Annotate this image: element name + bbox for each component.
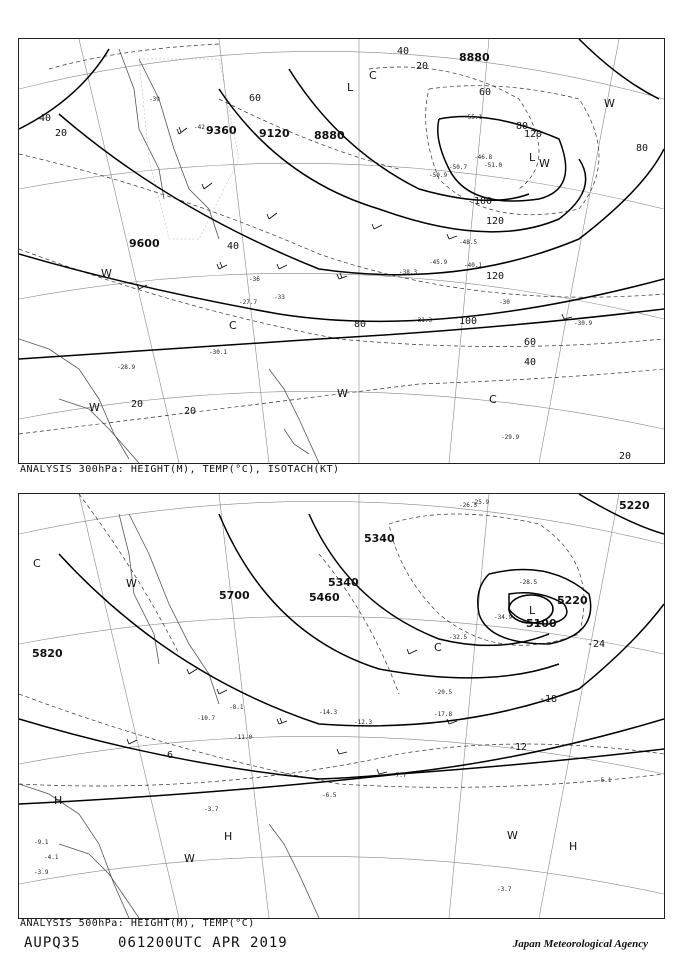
- svg-text:-33: -33: [274, 294, 285, 301]
- svg-text:120: 120: [524, 129, 543, 140]
- caption-500hpa: ANALYSIS 500hPa: HEIGHT(M), TEMP(°C): [20, 918, 255, 929]
- svg-text:-34.9: -34.9: [494, 614, 513, 621]
- svg-text:W: W: [126, 577, 137, 590]
- coastlines-500: [19, 514, 319, 918]
- svg-text:L: L: [347, 81, 354, 94]
- svg-text:H: H: [54, 794, 63, 807]
- svg-text:60: 60: [479, 87, 492, 98]
- agency-name: Japan Meteorological Agency: [512, 938, 648, 950]
- system-labels-500: [33, 557, 577, 865]
- hatch-area-300: [139, 59, 239, 239]
- graticule-500: [19, 494, 664, 918]
- bulletin-header: [24, 935, 316, 951]
- svg-text:-48.5: -48.5: [459, 239, 478, 246]
- chart-500hpa: [18, 493, 665, 919]
- svg-text:-12.3: -12.3: [354, 719, 373, 726]
- svg-text:-25.9: -25.9: [471, 499, 490, 506]
- svg-text:5820: 5820: [32, 647, 63, 660]
- bulletin-datetime: 061200UTC APR 2019: [118, 935, 288, 951]
- svg-text:5340: 5340: [328, 576, 359, 589]
- svg-text:-20.5: -20.5: [434, 689, 453, 696]
- svg-text:-3.7: -3.7: [204, 806, 219, 813]
- svg-text:80: 80: [636, 143, 649, 154]
- temp-labels-500: [34, 499, 612, 893]
- svg-text:L: L: [529, 151, 536, 164]
- svg-text:-17.8: -17.8: [434, 711, 453, 718]
- system-labels-300: [89, 69, 615, 414]
- svg-text:60: 60: [524, 337, 537, 348]
- svg-text:-18: -18: [539, 694, 558, 705]
- svg-text:100: 100: [474, 196, 493, 207]
- svg-text:120: 120: [486, 216, 505, 227]
- isotherms-300: [19, 44, 664, 434]
- svg-text:-42: -42: [194, 124, 205, 131]
- svg-text:80: 80: [354, 319, 367, 330]
- svg-text:-31.3: -31.3: [414, 317, 433, 324]
- svg-text:-24: -24: [587, 639, 606, 650]
- svg-text:20: 20: [55, 128, 68, 139]
- svg-text:W: W: [507, 829, 518, 842]
- svg-text:-7.7: -7.7: [392, 772, 407, 779]
- svg-text:H: H: [569, 840, 578, 853]
- svg-text:-39: -39: [149, 96, 160, 103]
- svg-text:40: 40: [39, 113, 52, 124]
- bulletin-code: AUPQ35: [24, 935, 81, 951]
- svg-text:-30.9: -30.9: [574, 320, 593, 327]
- svg-text:C: C: [434, 641, 442, 654]
- svg-text:9360: 9360: [206, 124, 237, 137]
- wind-barbs-300: [137, 127, 572, 319]
- svg-text:-26.5: -26.5: [459, 502, 478, 509]
- coastlines-300: [19, 49, 319, 463]
- height-labels-300: [129, 51, 493, 250]
- svg-text:-30: -30: [499, 299, 510, 306]
- svg-text:40: 40: [227, 241, 240, 252]
- svg-text:-27.7: -27.7: [239, 299, 258, 306]
- svg-text:40: 40: [397, 46, 410, 57]
- caption-300hpa: ANALYSIS 300hPa: HEIGHT(M), TEMP(°C), ISOTACH(KT): [20, 464, 340, 475]
- svg-text:5460: 5460: [309, 591, 340, 604]
- svg-text:-28.5: -28.5: [519, 579, 538, 586]
- isotherm-labels-500: [161, 639, 605, 761]
- svg-text:100: 100: [459, 316, 478, 327]
- svg-text:W: W: [184, 852, 195, 865]
- svg-text:C: C: [369, 69, 377, 82]
- svg-text:-50.7: -50.7: [449, 164, 468, 171]
- height-contours-300: [19, 39, 664, 359]
- wind-barbs-500: [127, 649, 457, 774]
- svg-text:W: W: [337, 387, 348, 400]
- svg-text:20: 20: [416, 61, 429, 72]
- svg-text:C: C: [489, 393, 497, 406]
- temp-labels-300: [117, 96, 592, 441]
- map-300hpa: [19, 39, 664, 463]
- svg-text:120: 120: [486, 271, 505, 282]
- svg-text:80: 80: [516, 121, 529, 132]
- svg-text:-11.0: -11.0: [234, 734, 253, 741]
- svg-text:60: 60: [249, 93, 262, 104]
- svg-text:5340: 5340: [364, 532, 395, 545]
- svg-text:5700: 5700: [219, 589, 250, 602]
- svg-text:-14.3: -14.3: [319, 709, 338, 716]
- svg-text:-3.9: -3.9: [34, 869, 49, 876]
- svg-text:5220: 5220: [619, 499, 650, 512]
- svg-text:W: W: [539, 157, 550, 170]
- svg-text:W: W: [89, 401, 100, 414]
- svg-text:-10.7: -10.7: [197, 715, 216, 722]
- svg-text:-8.1: -8.1: [229, 704, 244, 711]
- svg-text:-40.1: -40.1: [464, 262, 483, 269]
- svg-text:C: C: [33, 557, 41, 570]
- svg-text:W: W: [604, 97, 615, 110]
- svg-text:-3.7: -3.7: [497, 886, 512, 893]
- svg-text:-6.5: -6.5: [322, 792, 337, 799]
- svg-text:5100: 5100: [526, 617, 557, 630]
- svg-text:-29.9: -29.9: [501, 434, 520, 441]
- isotherms-500: [19, 494, 664, 787]
- svg-text:40: 40: [524, 357, 537, 368]
- svg-text:-45.9: -45.9: [429, 259, 448, 266]
- svg-text:C: C: [229, 319, 237, 332]
- svg-text:-46.8: -46.8: [474, 154, 493, 161]
- svg-text:20: 20: [184, 406, 197, 417]
- svg-text:W: W: [101, 267, 112, 280]
- svg-text:-38.3: -38.3: [399, 269, 418, 276]
- svg-text:-12: -12: [509, 742, 528, 753]
- svg-text:L: L: [529, 604, 536, 617]
- svg-text:8880: 8880: [314, 129, 345, 142]
- svg-text:5220: 5220: [557, 594, 588, 607]
- svg-text:-30.1: -30.1: [209, 349, 228, 356]
- height-labels-500: [32, 499, 650, 660]
- chart-300hpa: [18, 38, 665, 464]
- svg-text:H: H: [224, 830, 233, 843]
- svg-text:-32.5: -32.5: [449, 634, 468, 641]
- svg-text:-6: -6: [161, 750, 174, 761]
- svg-text:-4.1: -4.1: [44, 854, 59, 861]
- svg-text:-55.1: -55.1: [464, 114, 483, 121]
- svg-text:-50.9: -50.9: [429, 172, 448, 179]
- svg-text:-51.0: -51.0: [484, 162, 503, 169]
- svg-text:20: 20: [619, 451, 632, 462]
- svg-text:9120: 9120: [259, 127, 290, 140]
- svg-text:-9.1: -9.1: [34, 839, 49, 846]
- map-500hpa: [19, 494, 664, 918]
- svg-text:9600: 9600: [129, 237, 160, 250]
- svg-text:20: 20: [131, 399, 144, 410]
- svg-text:-36: -36: [249, 276, 260, 283]
- svg-text:-28.9: -28.9: [117, 364, 136, 371]
- svg-text:-5.1: -5.1: [597, 777, 612, 784]
- svg-text:8880: 8880: [459, 51, 490, 64]
